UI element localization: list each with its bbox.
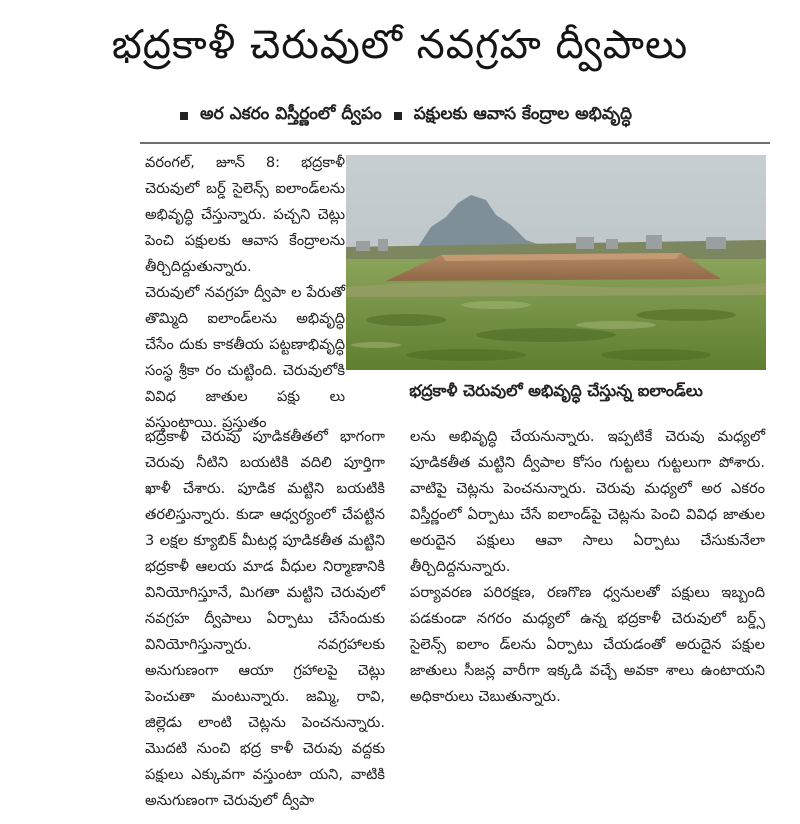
news-photo [346, 155, 766, 370]
subhead-1: అర ఎకరం విస్తీర్ణంలో ద్వీపం [200, 104, 382, 124]
body-paragraph: పర్యావరణ పరిరక్షణ, రణగొణ ధ్వనులతో పక్షులు ఇబ్బంది పడకుండా నగరం మధ్యలో ఉన్న భద్రకాళీ చెరువులో బర్డ్స్‌ సైలెన్స్‌ ఐలాం డ్‌లను ఏర్పాటు చేయడంతో అరుదైన పక్షుల జాతులు సీజన్ల వారీగా ఇక్కడి వచ్చే అవకా శాలు ఉంటాయని అధికారులు చెబుతున్నారు. [410, 584, 765, 705]
body-column-left-top [145, 150, 345, 436]
body-paragraph: భద్రకాళీ చెరువు పూడికతీతలో భాగంగా చెరువు నీటిని బయటికి వదిలి పూర్తిగా ఖాళీ చేశారు. పూడిక మట్టిని బయటికి తరలిస్తున్నారు. కుడా ఆధ్వర్యంలో చేపట్టిన 3 లక్షల క్యూబిక్‌ మీటర్ల పూడికతీత మట్టిని భద్రకాళీ ఆలయ మాడ వీధుల నిర్మాణానికి వినియోగిస్తూనే, మిగతా మట్టిని చెరువులో నవగ్రహ ద్వీపాలు ఏర్పాటు చేసేందుకు వినియోగిస్తున్నారు. నవగ్రహాలకు అనుగుణంగా ఆయా గ్రహాలపై చెట్లు పెంచుతా మంటున్నారు. జమ్మి, రావి, జిల్లెడు లాంటి చెట్లను పెంచనున్నారు. మొదటి నుంచి భద్ర కాళీ చెరువు వద్దకు పక్షులు ఎక్కువగా వస్తుంటా యని, వాటికి అనుగుణంగా చెరువులో ద్వీపా [145, 428, 385, 809]
body-paragraph: వరంగల్‌, జూన్‌ 8: భద్రకాళీ చెరువులో బర్డ్‌ సైలెన్స్‌ ఐలాండ్‌లను అభివృద్ధి చేస్తున్నారు. పచ్చని చెట్లు పెంచి పక్షులకు ఆవాస కేంద్రాలను తీర్చిదిద్దుతున్నారు. [145, 154, 345, 275]
body-column-right [410, 424, 765, 710]
body-paragraph: చెరువులో నవగ్రహ ద్వీపా ల పేరుతో తొమ్మిది ఐలాండ్‌లను అభివృద్ధి చేసేం దుకు కాకతీయ పట్టణాభివృద్ధి సంస్థ శ్రీకా రం చుట్టింది. చెరువులోకి వివిధ జాతుల పక్షు లు వస్తుంటాయి. ప్రస్తుతం [145, 284, 345, 431]
divider-rule [140, 142, 770, 144]
body-paragraph: లను అభివృద్ధి చేయనున్నారు. ఇప్పటికే చెరువు మధ్యలో పూడికతీత మట్టిని ద్వీపాల కోసం గుట్టలు గుట్టలుగా పోశారు. వాటిపై చెట్లను పెంచనున్నారు. చెరువు మధ్యలో అర ఎకరం విస్తీర్ణంలో ఏర్పాటు చేసే ఐలాండ్‌పై చెట్లను పెంచి వివిధ జాతుల అరుదైన పక్షులు ఆవా సాలు ఏర్పాటు చేసుకునేలా తీర్చిదిద్దనున్నారు. [410, 428, 765, 575]
photo-caption: భద్రకాళీ చెరువులో అభివృద్ధి చేస్తున్న ఐలాండ్‌లు [409, 380, 703, 400]
subheadline [0, 96, 800, 136]
body-column-left-bottom [145, 424, 385, 814]
subhead-2: పక్షులకు ఆవాస కేంద్రాల అభివృద్ధి [413, 104, 632, 124]
square-bullet-icon [394, 112, 402, 120]
headline: భద్రకాళీ చెరువులో నవగ్రహ ద్వీపాలు [111, 22, 689, 68]
lake-island-photo [346, 155, 766, 370]
square-bullet-icon [180, 112, 188, 120]
